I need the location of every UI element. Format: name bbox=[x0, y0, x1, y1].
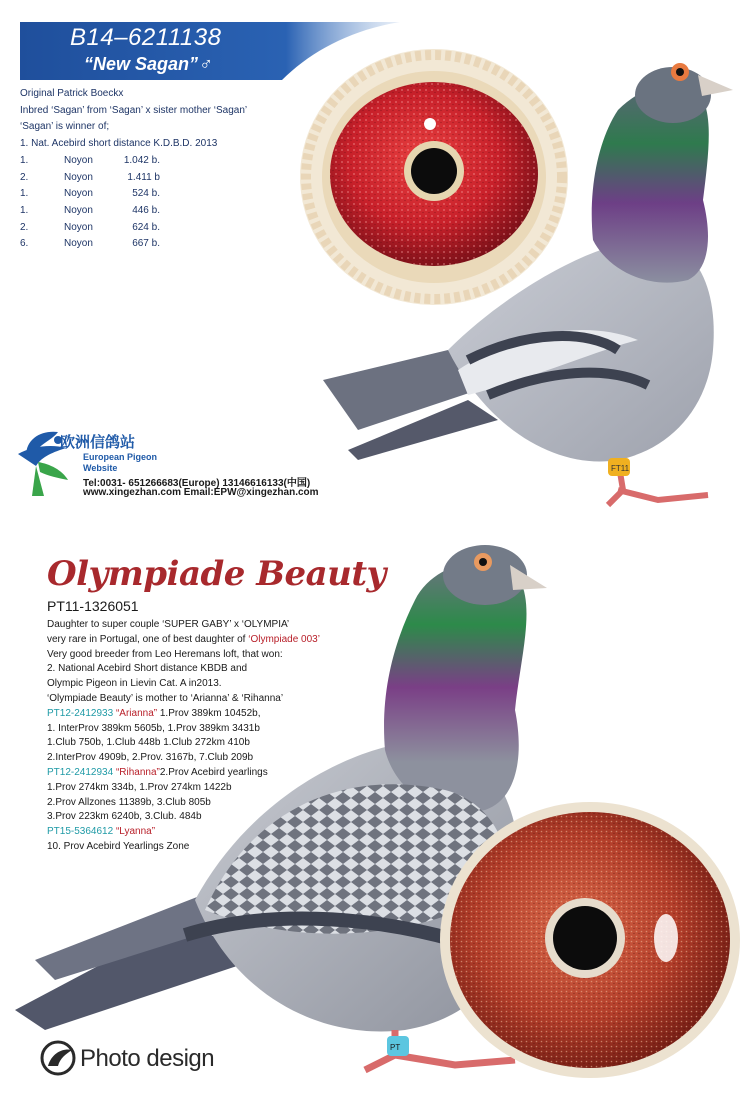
logo-chinese-name: 欧洲信鸽站 bbox=[60, 434, 136, 451]
result-race: Noyon bbox=[64, 171, 93, 183]
result-race: Noyon bbox=[64, 238, 93, 250]
text-line: Inbred ‘Sagan’ from ‘Sagan’ x sister mother ‘Sagan’ bbox=[20, 104, 248, 116]
result-birds: 1.411 b bbox=[127, 171, 160, 183]
text-line: 1.Prov 274km 334b, 1.Prov 274km 1422b bbox=[47, 781, 232, 793]
text-line: 2. National Acebird Short distance KBDB and bbox=[47, 663, 248, 675]
text-line bbox=[47, 633, 320, 648]
text-line: Original Patrick Boeckx bbox=[20, 88, 124, 99]
result-race: Noyon bbox=[64, 154, 93, 166]
text-line: Very good breeder from Leo Heremans loft, that won: bbox=[47, 648, 283, 660]
leg-ring-top: FT11 bbox=[611, 464, 630, 473]
text-line: 1. Nat. Acebird short distance K.D.B.D. 2013 bbox=[20, 138, 218, 150]
eye-image-bottom bbox=[430, 800, 740, 1080]
text-line: 2.Prov Allzones 11389b, 3.Club 805b bbox=[47, 796, 211, 808]
result-birds: 1.042 b. bbox=[123, 154, 160, 166]
logo-english-name bbox=[83, 452, 173, 474]
text-line: 1. InterProv 389km 5605b, 1.Prov 389km 3431b bbox=[47, 722, 260, 734]
result-row bbox=[20, 153, 247, 170]
leg-ring-bottom: PT bbox=[390, 1043, 401, 1052]
logo-english-line: European Pigeon bbox=[83, 452, 158, 462]
text-line: 2.InterProv 4909b, 2.Prov. 3167b, 7.Club 209b bbox=[47, 752, 254, 764]
result-place: 1. bbox=[20, 204, 29, 216]
pedigree-text-bottom bbox=[47, 618, 320, 855]
pigeon-name-bottom: Olympiade Beauty bbox=[47, 554, 386, 594]
child-ring-number: PT12-2412933 bbox=[47, 707, 116, 719]
text-segment: 2.Prov Acebird yearlings bbox=[159, 766, 268, 778]
text-line bbox=[47, 707, 320, 722]
photo-design-text: Photo design bbox=[80, 1045, 215, 1072]
result-place: 1. bbox=[20, 154, 29, 166]
text-segment: very rare in Portugal, one of best daughter of bbox=[47, 633, 249, 645]
photo-design-logo-icon bbox=[38, 1040, 78, 1076]
child-name: “Rihanna” bbox=[115, 766, 160, 778]
text-line: 3.Prov 223km 6240b, 3.Club. 484b bbox=[47, 811, 202, 823]
result-row bbox=[20, 170, 247, 187]
result-row bbox=[20, 236, 247, 253]
text-line bbox=[47, 766, 320, 781]
result-place: 2. bbox=[20, 171, 29, 183]
pigeon-image-top bbox=[318, 50, 750, 520]
contact-phone: Tel:0031- 651266683(Europe) 13146616133(中国) bbox=[83, 478, 311, 489]
result-race: Noyon bbox=[64, 188, 93, 200]
pigeon-name-top: “New Sagan”♂ bbox=[84, 54, 212, 74]
result-race: Noyon bbox=[64, 204, 93, 216]
result-birds: 446 b. bbox=[132, 204, 160, 216]
child-name: “Lyanna” bbox=[115, 826, 156, 838]
pedigree-text-top bbox=[20, 86, 247, 253]
result-place: 1. bbox=[20, 188, 29, 200]
child-ring-number: PT15-5364612 bbox=[47, 826, 116, 838]
logo-english-line: Website bbox=[83, 463, 118, 473]
result-race: Noyon bbox=[64, 221, 93, 233]
text-line: ‘Sagan’ is winner of; bbox=[20, 121, 110, 133]
result-place: 2. bbox=[20, 221, 29, 233]
parent-name-highlight: ‘Olympiade 003’ bbox=[248, 633, 320, 645]
ring-number-bottom: PT11-1326051 bbox=[47, 598, 139, 614]
text-line: Olympic Pigeon in Lievin Cat. A in2013. bbox=[47, 678, 222, 690]
text-line: ‘Olympiade Beauty’ is mother to ‘Arianna’ & ‘Rihanna’ bbox=[47, 692, 284, 704]
text-line: 10. Prov Acebird Yearlings Zone bbox=[47, 840, 190, 852]
text-segment: 1.Prov 389km 10452b, bbox=[157, 707, 261, 719]
child-ring-number: PT12-2412934 bbox=[47, 766, 116, 778]
contact-web-email: www.xingezhan.com Email:EPW@xingezhan.com bbox=[83, 487, 319, 498]
result-place: 6. bbox=[20, 238, 29, 250]
text-line: 1.Club 750b, 1.Club 448b 1.Club 272km 410b bbox=[47, 737, 250, 749]
result-birds: 624 b. bbox=[132, 221, 160, 233]
result-row bbox=[20, 186, 247, 203]
result-birds: 667 b. bbox=[132, 238, 160, 250]
ring-number-top: B14–6211138 bbox=[70, 24, 222, 51]
text-line bbox=[47, 825, 320, 840]
result-row bbox=[20, 220, 247, 237]
result-birds: 524 b. bbox=[132, 188, 160, 200]
text-line: Daughter to super couple ‘SUPER GABY’ x ‘OLYMPIA’ bbox=[47, 619, 290, 630]
child-name: “Arianna” bbox=[115, 707, 158, 719]
result-row bbox=[20, 203, 247, 220]
